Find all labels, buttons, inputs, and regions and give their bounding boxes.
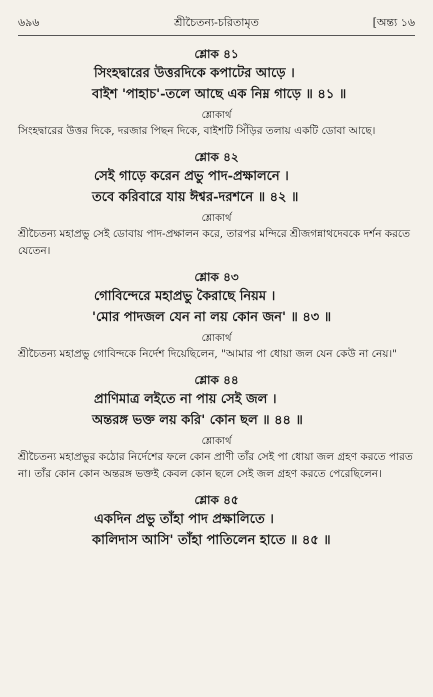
header-rule — [18, 35, 415, 36]
verse-line-1: প্রাণিমাত্র লইতে না পায় সেই জল । — [94, 392, 277, 407]
verse-line-2: 'মোর পাদজল যেন না লয় কোন জন' ॥ ৪৩ ॥ — [92, 310, 332, 325]
sloka-label: শ্লোক ৪৩ — [194, 270, 239, 284]
verse-line-1: সিংহদ্বারের উত্তরদিকে কপাটের আড়ে । — [94, 66, 295, 81]
sloka-41 — [18, 45, 415, 140]
section-reference: [অন্ত্য ১৬ — [372, 16, 415, 29]
page-header — [18, 14, 415, 32]
translation-label: শ্লোকার্থ — [201, 110, 232, 121]
verse-line-2: অন্তরঙ্গ ভক্ত লয় করি' কোন ছল ॥ ৪৪ ॥ — [92, 413, 303, 428]
page-content — [18, 44, 415, 559]
verse-line-2: তবে করিবারে যায় ঈশ্বর-দরশনে ॥ ৪২ ॥ — [92, 190, 299, 205]
verse-line-1: একদিন প্রভু তাঁহা পাদ প্রক্ষালিতে । — [94, 512, 274, 527]
verse-line-1: গোবিন্দেরে মহাপ্রভু কৈরাছে নিয়ম । — [94, 289, 276, 304]
sloka-42 — [18, 148, 415, 260]
sloka-label: শ্লোক ৪১ — [194, 47, 239, 61]
translation-label: শ্লোকার্থ — [201, 333, 232, 344]
sloka-label: শ্লোক ৪৫ — [194, 493, 239, 507]
translation-label: শ্লোকার্থ — [201, 213, 232, 224]
verse-line-2: বাইশ 'পাহাচ'-তলে আছে এক নিম্ন গাড়ে ॥ ৪১ ॥ — [92, 87, 347, 102]
sloka-45 — [18, 491, 415, 551]
translation-text: শ্রীচৈতন্য মহাপ্রভু গোবিন্দকে নির্দেশ দিয়েছিলেন, "আমার পা ধোয়া জল যেন কেউ না নেয়।" — [18, 348, 397, 360]
sloka-44 — [18, 371, 415, 483]
verse-line-1: সেই গাড়ে করেন প্রভু পাদ-প্রক্ষালনে । — [94, 169, 289, 184]
running-title: শ্রীচৈতন্য-চরিতামৃত — [174, 16, 259, 29]
verse-line-2: কালিদাস আসি' তাঁহা পাতিলেন হাতে ॥ ৪৫ ॥ — [92, 533, 331, 548]
translation-label: শ্লোকার্থ — [201, 436, 232, 447]
translation-text: শ্রীচৈতন্য মহাপ্রভুর কঠোর নির্দেশের ফলে কোন প্রাণী তাঁর সেই পা ধোয়া জল গ্রহণ করতে পারত না। তাঁর কোন কোন অন্তরঙ্গ ভক্তই কেবল কোন ছলে সেই জল গ্রহণ করতে পেরেছিলেন। — [18, 451, 413, 480]
sloka-label: শ্লোক ৪২ — [194, 150, 239, 164]
sloka-43 — [18, 268, 415, 363]
sloka-label: শ্লোক ৪৪ — [194, 373, 239, 387]
translation-text: সিংহদ্বারের উত্তর দিকে, দরজার পিছন দিকে, বাইশটি সিঁড়ির তলায় একটি ডোবা আছে। — [18, 125, 376, 137]
translation-text: শ্রীচৈতন্য মহাপ্রভু সেই ডোবায় পাদ-প্রক্ষালন করে, তারপর মন্দিরে শ্রীজগন্নাথদেবকে দর্শন করতে যেতেন। — [18, 228, 411, 257]
page-number: ৬৯৬ — [18, 16, 40, 29]
